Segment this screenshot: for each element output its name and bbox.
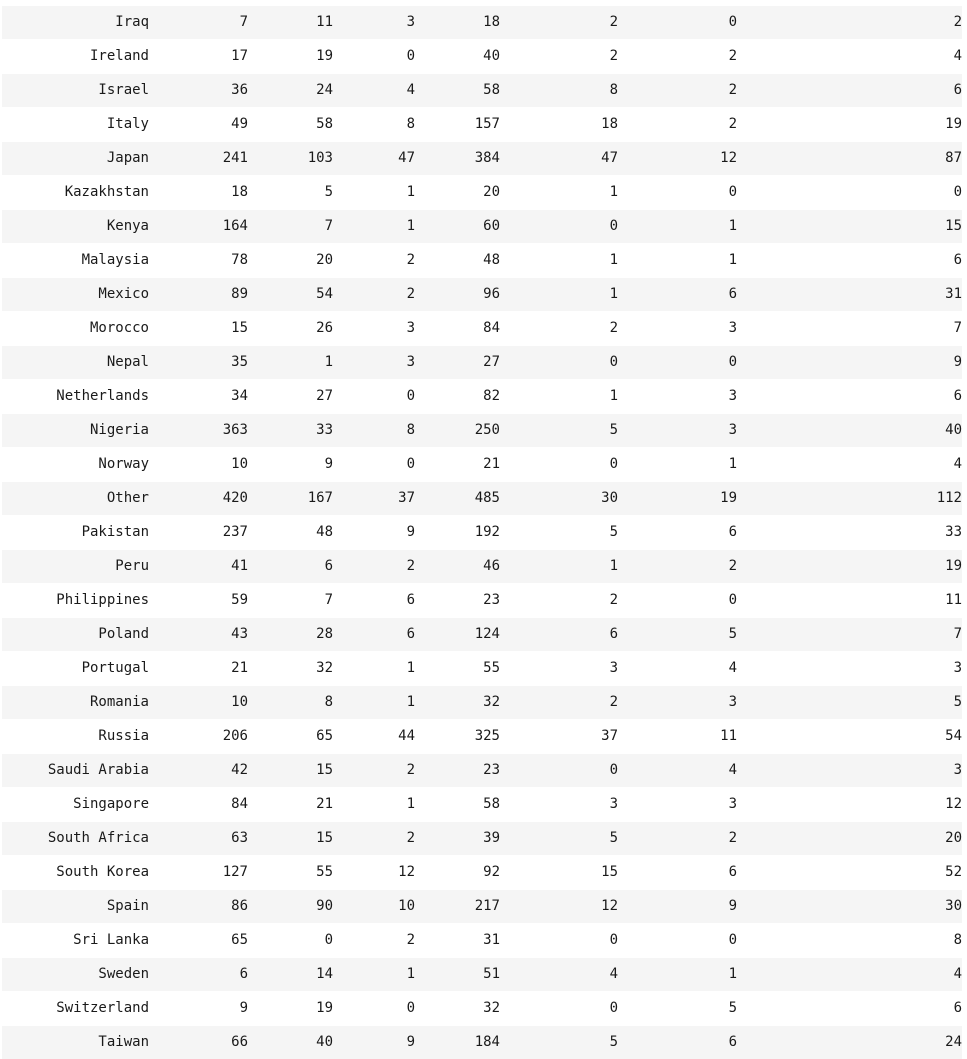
country-cell: Sri Lanka (2, 924, 149, 958)
count-cell: 54 (248, 278, 333, 312)
count-cell: 1 (333, 788, 415, 822)
count-cell: 4 (737, 958, 962, 992)
count-cell: 55 (415, 652, 500, 686)
count-cell: 30 (737, 890, 962, 924)
count-cell: 5 (618, 618, 737, 652)
table-body (2, 6, 962, 1059)
count-cell: 12 (737, 788, 962, 822)
count-cell: 2 (618, 108, 737, 142)
count-cell: 7 (737, 618, 962, 652)
count-cell: 0 (618, 584, 737, 618)
table-row (2, 380, 962, 414)
count-cell: 9 (737, 346, 962, 380)
count-cell: 15 (737, 210, 962, 244)
count-cell: 5 (500, 1026, 618, 1059)
count-cell: 82 (415, 380, 500, 414)
table-row (2, 550, 962, 584)
count-cell: 2 (500, 6, 618, 40)
count-cell: 7 (248, 584, 333, 618)
count-cell: 0 (333, 380, 415, 414)
country-cell: Mexico (2, 278, 149, 312)
country-cell: Israel (2, 74, 149, 108)
country-cell: Morocco (2, 312, 149, 346)
count-cell: 26 (248, 312, 333, 346)
count-cell: 1 (618, 210, 737, 244)
count-cell: 2 (333, 244, 415, 278)
count-cell: 8 (737, 924, 962, 958)
count-cell: 6 (500, 618, 618, 652)
count-cell: 31 (415, 924, 500, 958)
count-cell: 19 (618, 482, 737, 516)
count-cell: 3 (333, 6, 415, 40)
count-cell: 6 (737, 380, 962, 414)
table-row (2, 754, 962, 788)
count-cell: 237 (149, 516, 248, 550)
count-cell: 1 (333, 652, 415, 686)
table-row (2, 924, 962, 958)
count-cell: 2 (333, 278, 415, 312)
count-cell: 9 (333, 1026, 415, 1059)
count-cell: 33 (248, 414, 333, 448)
count-cell: 21 (248, 788, 333, 822)
count-cell: 59 (149, 584, 248, 618)
count-cell: 4 (618, 754, 737, 788)
count-cell: 1 (333, 210, 415, 244)
count-cell: 32 (248, 652, 333, 686)
count-cell: 112 (737, 482, 962, 516)
country-cell: Poland (2, 618, 149, 652)
count-cell: 1 (333, 958, 415, 992)
table-row (2, 686, 962, 720)
count-cell: 63 (149, 822, 248, 856)
count-cell: 11 (737, 584, 962, 618)
count-cell: 15 (149, 312, 248, 346)
count-cell: 18 (149, 176, 248, 210)
table-row (2, 618, 962, 652)
count-cell: 6 (737, 992, 962, 1026)
count-cell: 8 (333, 108, 415, 142)
count-cell: 66 (149, 1026, 248, 1059)
count-cell: 39 (415, 822, 500, 856)
count-cell: 21 (415, 448, 500, 482)
count-cell: 3 (618, 788, 737, 822)
count-cell: 7 (248, 210, 333, 244)
count-cell: 86 (149, 890, 248, 924)
count-cell: 1 (618, 448, 737, 482)
count-cell: 2 (618, 40, 737, 74)
count-cell: 0 (500, 346, 618, 380)
table-row (2, 482, 962, 516)
country-cell: Taiwan (2, 1026, 149, 1059)
count-cell: 9 (618, 890, 737, 924)
count-cell: 0 (500, 210, 618, 244)
count-cell: 0 (618, 346, 737, 380)
count-cell: 3 (333, 312, 415, 346)
count-cell: 46 (415, 550, 500, 584)
count-cell: 8 (333, 414, 415, 448)
country-cell: Ireland (2, 40, 149, 74)
count-cell: 84 (415, 312, 500, 346)
count-cell: 2 (737, 6, 962, 40)
count-cell: 9 (149, 992, 248, 1026)
count-cell: 6 (248, 550, 333, 584)
count-cell: 157 (415, 108, 500, 142)
count-cell: 250 (415, 414, 500, 448)
country-cell: Switzerland (2, 992, 149, 1026)
count-cell: 2 (333, 822, 415, 856)
count-cell: 3 (618, 414, 737, 448)
count-cell: 12 (333, 856, 415, 890)
country-cell: Russia (2, 720, 149, 754)
count-cell: 10 (149, 448, 248, 482)
count-cell: 2 (500, 686, 618, 720)
table-row (2, 108, 962, 142)
count-cell: 20 (737, 822, 962, 856)
count-cell: 30 (500, 482, 618, 516)
count-cell: 58 (415, 74, 500, 108)
count-cell: 0 (333, 40, 415, 74)
count-cell: 103 (248, 142, 333, 176)
count-cell: 58 (415, 788, 500, 822)
count-cell: 10 (333, 890, 415, 924)
country-cell: Singapore (2, 788, 149, 822)
country-cell: Pakistan (2, 516, 149, 550)
country-cell: Netherlands (2, 380, 149, 414)
count-cell: 3 (333, 346, 415, 380)
country-cell: Philippines (2, 584, 149, 618)
count-cell: 15 (248, 754, 333, 788)
count-cell: 17 (149, 40, 248, 74)
count-cell: 5 (500, 414, 618, 448)
count-cell: 78 (149, 244, 248, 278)
count-cell: 6 (737, 74, 962, 108)
count-cell: 15 (248, 822, 333, 856)
count-cell: 34 (149, 380, 248, 414)
table-row (2, 244, 962, 278)
table-row (2, 856, 962, 890)
count-cell: 5 (248, 176, 333, 210)
count-cell: 2 (618, 822, 737, 856)
count-cell: 44 (333, 720, 415, 754)
count-cell: 90 (248, 890, 333, 924)
count-cell: 1 (618, 958, 737, 992)
count-cell: 19 (737, 108, 962, 142)
table-row (2, 992, 962, 1026)
count-cell: 27 (415, 346, 500, 380)
count-cell: 124 (415, 618, 500, 652)
data-table-container (2, 5, 962, 1059)
count-cell: 4 (500, 958, 618, 992)
count-cell: 58 (248, 108, 333, 142)
count-cell: 3 (737, 652, 962, 686)
count-cell: 2 (500, 584, 618, 618)
count-cell: 5 (618, 992, 737, 1026)
count-cell: 20 (415, 176, 500, 210)
country-cell: Kenya (2, 210, 149, 244)
count-cell: 241 (149, 142, 248, 176)
count-cell: 6 (618, 1026, 737, 1059)
count-cell: 164 (149, 210, 248, 244)
country-cell: Other (2, 482, 149, 516)
table-row (2, 788, 962, 822)
count-cell: 0 (500, 992, 618, 1026)
count-cell: 192 (415, 516, 500, 550)
count-cell: 184 (415, 1026, 500, 1059)
count-cell: 3 (618, 686, 737, 720)
count-cell: 11 (618, 720, 737, 754)
table-row (2, 142, 962, 176)
count-cell: 384 (415, 142, 500, 176)
count-cell: 6 (333, 618, 415, 652)
count-cell: 1 (500, 380, 618, 414)
count-cell: 36 (149, 74, 248, 108)
count-cell: 41 (149, 550, 248, 584)
count-cell: 43 (149, 618, 248, 652)
count-cell: 37 (333, 482, 415, 516)
count-cell: 4 (737, 40, 962, 74)
count-cell: 6 (333, 584, 415, 618)
count-cell: 485 (415, 482, 500, 516)
count-cell: 20 (248, 244, 333, 278)
count-cell: 0 (500, 754, 618, 788)
country-cell: Sweden (2, 958, 149, 992)
count-cell: 1 (248, 346, 333, 380)
table-row (2, 176, 962, 210)
country-cell: Malaysia (2, 244, 149, 278)
table-row (2, 1026, 962, 1059)
count-cell: 33 (737, 516, 962, 550)
count-cell: 0 (248, 924, 333, 958)
country-cell: Spain (2, 890, 149, 924)
count-cell: 325 (415, 720, 500, 754)
count-cell: 1 (333, 176, 415, 210)
count-cell: 54 (737, 720, 962, 754)
country-cell: South Korea (2, 856, 149, 890)
table-row (2, 652, 962, 686)
count-cell: 65 (149, 924, 248, 958)
count-cell: 3 (618, 380, 737, 414)
count-cell: 206 (149, 720, 248, 754)
count-cell: 24 (248, 74, 333, 108)
country-cell: Nigeria (2, 414, 149, 448)
count-cell: 6 (737, 244, 962, 278)
count-cell: 0 (333, 992, 415, 1026)
count-cell: 65 (248, 720, 333, 754)
count-cell: 0 (500, 924, 618, 958)
count-cell: 7 (149, 6, 248, 40)
table-row (2, 346, 962, 380)
count-cell: 23 (415, 754, 500, 788)
count-cell: 9 (333, 516, 415, 550)
count-cell: 4 (333, 74, 415, 108)
table-row (2, 890, 962, 924)
count-cell: 89 (149, 278, 248, 312)
table-row (2, 516, 962, 550)
table-row (2, 74, 962, 108)
count-cell: 0 (618, 924, 737, 958)
count-cell: 363 (149, 414, 248, 448)
count-cell: 51 (415, 958, 500, 992)
table-row (2, 6, 962, 40)
count-cell: 35 (149, 346, 248, 380)
count-cell: 5 (737, 686, 962, 720)
count-cell: 31 (737, 278, 962, 312)
count-cell: 167 (248, 482, 333, 516)
count-cell: 6 (618, 856, 737, 890)
count-cell: 19 (248, 40, 333, 74)
table-row (2, 448, 962, 482)
count-cell: 1 (500, 278, 618, 312)
count-cell: 40 (415, 40, 500, 74)
count-cell: 55 (248, 856, 333, 890)
count-cell: 14 (248, 958, 333, 992)
country-cell: Norway (2, 448, 149, 482)
country-cell: Japan (2, 142, 149, 176)
count-cell: 8 (500, 74, 618, 108)
country-cell: South Africa (2, 822, 149, 856)
count-cell: 10 (149, 686, 248, 720)
count-cell: 0 (737, 176, 962, 210)
count-cell: 2 (333, 924, 415, 958)
count-cell: 27 (248, 380, 333, 414)
table-row (2, 958, 962, 992)
count-cell: 49 (149, 108, 248, 142)
count-cell: 1 (618, 244, 737, 278)
count-cell: 52 (737, 856, 962, 890)
count-cell: 60 (415, 210, 500, 244)
count-cell: 32 (415, 992, 500, 1026)
table-row (2, 414, 962, 448)
table-row (2, 278, 962, 312)
count-cell: 420 (149, 482, 248, 516)
country-cell: Portugal (2, 652, 149, 686)
count-cell: 2 (618, 74, 737, 108)
count-cell: 96 (415, 278, 500, 312)
count-cell: 84 (149, 788, 248, 822)
count-cell: 1 (333, 686, 415, 720)
count-cell: 5 (500, 516, 618, 550)
count-cell: 11 (248, 6, 333, 40)
count-cell: 87 (737, 142, 962, 176)
count-cell: 18 (415, 6, 500, 40)
count-cell: 48 (415, 244, 500, 278)
count-cell: 3 (500, 652, 618, 686)
count-cell: 7 (737, 312, 962, 346)
table-row (2, 210, 962, 244)
count-cell: 32 (415, 686, 500, 720)
count-cell: 12 (618, 142, 737, 176)
count-cell: 6 (618, 516, 737, 550)
country-cell: Kazakhstan (2, 176, 149, 210)
count-cell: 2 (333, 550, 415, 584)
count-cell: 47 (500, 142, 618, 176)
table-row (2, 312, 962, 346)
table-row (2, 822, 962, 856)
count-cell: 127 (149, 856, 248, 890)
count-cell: 1 (500, 550, 618, 584)
count-cell: 2 (500, 312, 618, 346)
country-cell: Romania (2, 686, 149, 720)
country-counts-table (2, 5, 962, 1059)
country-cell: Iraq (2, 6, 149, 40)
count-cell: 1 (500, 244, 618, 278)
count-cell: 47 (333, 142, 415, 176)
count-cell: 6 (149, 958, 248, 992)
count-cell: 28 (248, 618, 333, 652)
count-cell: 23 (415, 584, 500, 618)
count-cell: 0 (500, 448, 618, 482)
count-cell: 0 (333, 448, 415, 482)
count-cell: 0 (618, 176, 737, 210)
count-cell: 18 (500, 108, 618, 142)
count-cell: 6 (618, 278, 737, 312)
table-row (2, 40, 962, 74)
count-cell: 3 (737, 754, 962, 788)
count-cell: 15 (500, 856, 618, 890)
count-cell: 4 (737, 448, 962, 482)
table-row (2, 584, 962, 618)
count-cell: 3 (618, 312, 737, 346)
country-cell: Saudi Arabia (2, 754, 149, 788)
count-cell: 2 (333, 754, 415, 788)
count-cell: 24 (737, 1026, 962, 1059)
count-cell: 2 (500, 40, 618, 74)
count-cell: 19 (248, 992, 333, 1026)
count-cell: 42 (149, 754, 248, 788)
count-cell: 19 (737, 550, 962, 584)
count-cell: 0 (618, 6, 737, 40)
country-cell: Nepal (2, 346, 149, 380)
country-cell: Italy (2, 108, 149, 142)
count-cell: 40 (737, 414, 962, 448)
count-cell: 3 (500, 788, 618, 822)
count-cell: 2 (618, 550, 737, 584)
count-cell: 37 (500, 720, 618, 754)
count-cell: 21 (149, 652, 248, 686)
count-cell: 5 (500, 822, 618, 856)
count-cell: 9 (248, 448, 333, 482)
count-cell: 8 (248, 686, 333, 720)
country-cell: Peru (2, 550, 149, 584)
count-cell: 92 (415, 856, 500, 890)
count-cell: 4 (618, 652, 737, 686)
count-cell: 48 (248, 516, 333, 550)
count-cell: 40 (248, 1026, 333, 1059)
count-cell: 12 (500, 890, 618, 924)
count-cell: 1 (500, 176, 618, 210)
table-row (2, 720, 962, 754)
count-cell: 217 (415, 890, 500, 924)
